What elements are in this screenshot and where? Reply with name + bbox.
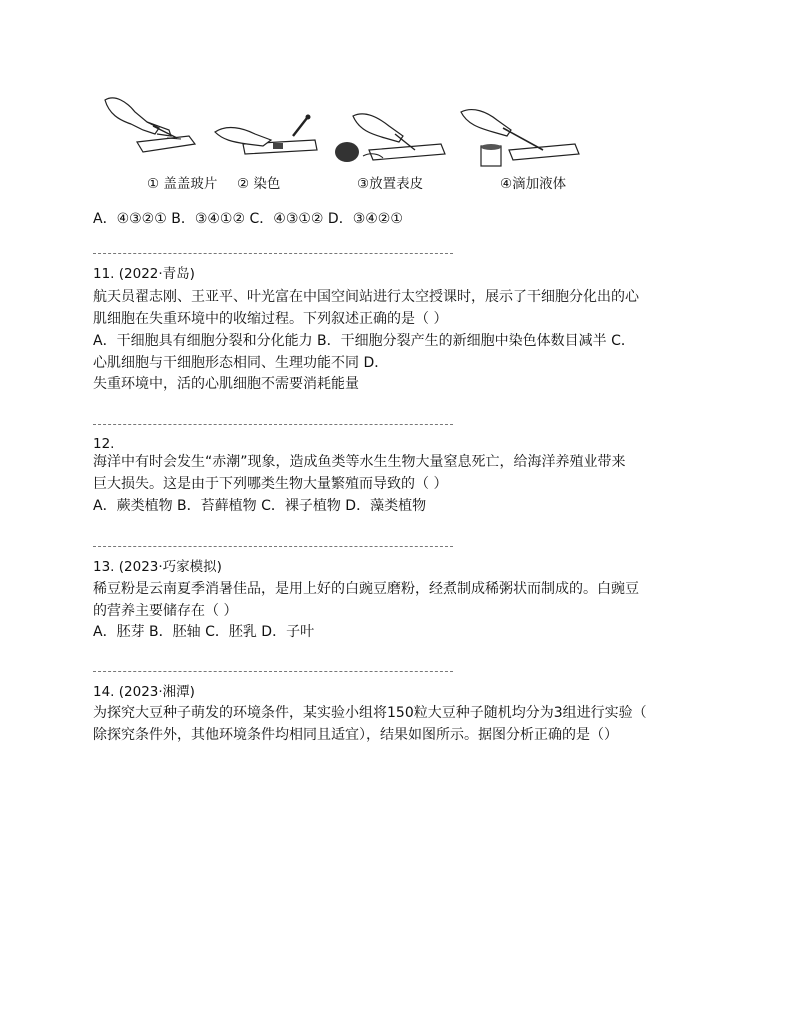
placing-epidermis-illustration — [333, 110, 448, 164]
q12-options: A．蕨类植物 B．苔藓植物 C．裸子植物 D．藻类植物 — [93, 498, 427, 514]
q14-header: 14. (2023·湘潭) — [93, 684, 195, 700]
q12-stem-line-1: 海洋中有时会发生“赤潮”现象，造成鱼类等水生生物大量窒息死亡，给海洋养殖业带来 — [93, 454, 626, 470]
q14-stem-line-2: 除探究条件外，其他环境条件均相同且适宜），结果如图所示。据图分析正确的是（） — [93, 727, 618, 743]
q10-options: A．④③②① B．③④①② C．④③①② D．③④②① — [93, 211, 403, 227]
adding-liquid-illustration — [457, 106, 582, 168]
separator — [93, 671, 453, 672]
figure-caption-1: ① 盖盖玻片 — [147, 176, 218, 192]
q13-header: 13. (2023·巧家模拟) — [93, 559, 222, 575]
q11-options-line-3: 失重环境中，活的心肌细胞不需要消耗能量 — [93, 376, 359, 392]
q13-options: A．胚芽 B．胚轴 C．胚乳 D．子叶 — [93, 624, 315, 640]
figure-caption-2: ② 染色 — [237, 176, 281, 192]
separator — [93, 546, 453, 547]
q12-header: 12. — [93, 436, 115, 452]
cover-slip-illustration — [97, 92, 197, 156]
separator — [93, 253, 453, 254]
lab-steps-figure — [95, 92, 595, 194]
figure-caption-3: ③放置表皮 — [357, 176, 424, 192]
q11-options-line-2: 心肌细胞与干细胞形态相同、生理功能不同 D． — [93, 355, 389, 371]
separator — [93, 424, 453, 425]
q12-stem-line-2: 巨大损失。这是由于下列哪类生物大量繁殖而导致的（ ） — [93, 476, 448, 492]
figure-caption-4: ④滴加液体 — [500, 176, 567, 192]
q11-stem-line-1: 航天员翟志刚、王亚平、叶光富在中国空间站进行太空授课时，展示了干细胞分化出的心 — [93, 289, 639, 305]
q11-options-line-1: A．干细胞具有细胞分裂和分化能力 B．干细胞分裂产生的新细胞中染色体数目减半 C． — [93, 333, 635, 349]
staining-illustration — [213, 114, 323, 162]
q14-stem-line-1: 为探究大豆种子萌发的环境条件，某实验小组将150粒大豆种子随机均分为3组进行实验（ — [93, 705, 647, 721]
q11-header: 11. (2022·青岛) — [93, 266, 195, 282]
q13-stem-line-1: 稀豆粉是云南夏季消暑佳品，是用上好的白豌豆磨粉，经煮制成稀粥状而制成的。白豌豆 — [93, 581, 639, 597]
q11-stem-line-2: 肌细胞在失重环境中的收缩过程。下列叙述正确的是（ ） — [93, 311, 448, 327]
q13-stem-line-2: 的营养主要储存在（ ） — [93, 603, 238, 619]
